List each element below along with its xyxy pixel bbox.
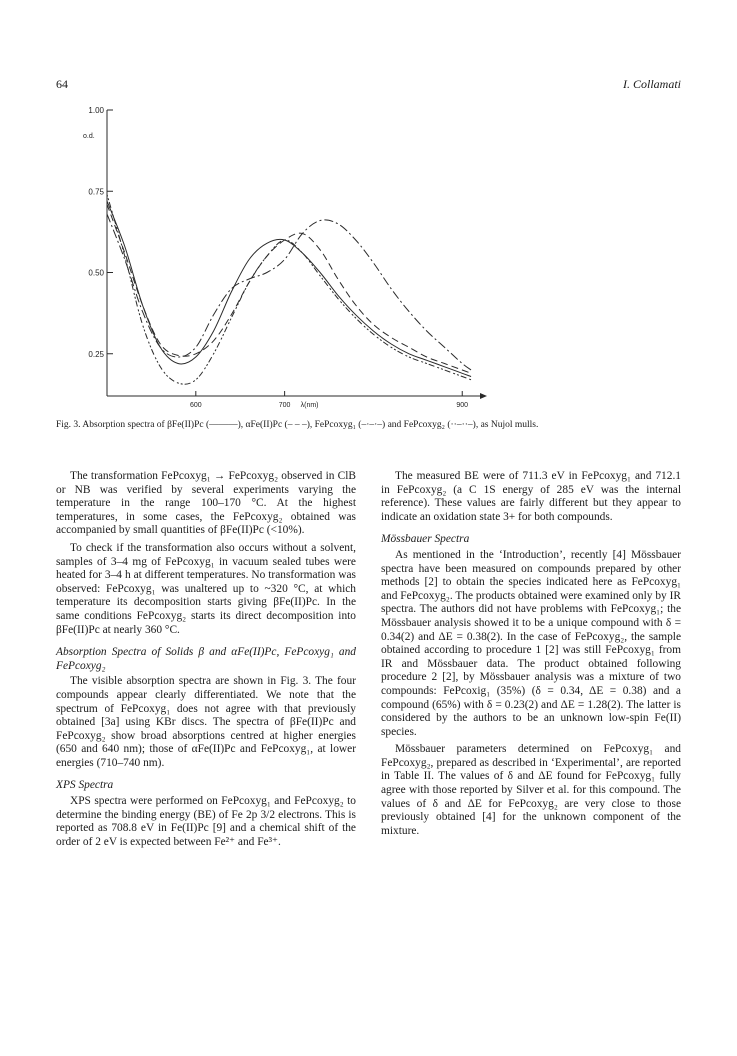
right-paragraph-2: As mentioned in the ‘Introduction’, recently [4] Mössbauer spectra have been measured on compounds prepared by other methods [2] to obtain the species indicated here as FePcoxyg₁ and FePcoxyg₂. The products obtained were examined only by IR spectra. The authors did not have problems with FePcoxyg₁; the Mössbauer analysis showed it to be a unique compound with δ = 0.34(2) and ΔE = 0.38(2). In the case of FePcoxyg₂, the sample obtained according to procedure 1 [2] was still FePcoxyg₁ from IR and Mössbauer data. The product obtained following procedure 2 [2], by Mössbauer analysis was a mixture of two compounds: FePcoxig₁ (35%) (δ = 0.34, ΔE = 0.38) and a compound (65%) with δ = 0.23(2) and ΔE = 1.28(2). The latter is considered by the authors to be an unknown low-spin Fe(II) species. bbox=[381, 548, 681, 738]
section-heading-mossbauer: Mössbauer Spectra bbox=[381, 533, 470, 546]
y-tick-label: 1.00 bbox=[88, 106, 104, 115]
absorption-spectra-chart bbox=[50, 100, 690, 420]
chart-series bbox=[107, 195, 471, 385]
x-tick-label: 700 bbox=[278, 402, 291, 409]
x-tick-label: 900 bbox=[456, 402, 469, 409]
left-paragraph-4: XPS spectra were performed on FePcoxyg₁ and FePcoxyg₂ to determine the binding energy (BE) of Fe 2p 3/2 electrons. This is reported as 708.8 eV in Fe(II)Pc [9] and a chemical shift of the order of 2 eV is expected between Fe²⁺ and Fe³⁺. bbox=[56, 795, 356, 848]
chart-ticks bbox=[83, 106, 468, 409]
figure-caption: Fig. 3. Absorption spectra of βFe(II)Pc (———), αFe(II)Pc (– – –), FePcoxyg₁ (–·–·–) and FePcoxyg₂ (··–··–), as Nujol mulls. bbox=[56, 420, 539, 430]
left-paragraph-1: The transformation FePcoxyg₁ → FePcoxyg₂ observed in ClB or NB was verified by several experiments varying the temperature in the range 100–170 °C. At the highest temperatures, in some cases, the FePcoxyg₂ obtained was accompanied by small quantities of βFe(II)Pc (<10%). bbox=[56, 470, 356, 537]
y-tick-label: 0.25 bbox=[88, 349, 104, 359]
y-axis-label: o.d. bbox=[83, 133, 95, 140]
left-paragraph-2: To check if the transformation also occurs without a solvent, samples of 3–4 mg of FePcoxyg₁ in vacuum sealed tubes were heated for 3–4 h at different temperatures. No transformation was observed: FePcoxyg₁ was unaltered up to ~320 °C, at which temperature its decomposition starts giving βFe(II)Pc. In the same conditions FePcoxyg₂ starts its direct decomposition into βFe(II)Pc at nearly 360 °C. bbox=[56, 541, 356, 636]
left-column bbox=[56, 470, 356, 853]
right-column bbox=[381, 470, 681, 842]
page-number: 64 bbox=[56, 77, 68, 91]
right-paragraph-1: The measured BE were of 711.3 eV in FePcoxyg₁ and 712.1 in FePcoxyg₂ (a C 1S energy of 285 eV was the internal reference). These values are fairly different but they appear to indicate an oxidation state 3+ for both compounds. bbox=[381, 470, 681, 523]
section-heading-xps: XPS Spectra bbox=[56, 779, 114, 792]
x-axis-arrow-icon bbox=[480, 393, 487, 399]
chart-axes bbox=[107, 110, 487, 399]
series-line-dash-dot bbox=[107, 214, 471, 370]
x-axis-label: λ(nm) bbox=[300, 402, 319, 409]
right-paragraph-3: Mössbauer parameters determined on FePcoxyg₁ and FePcoxyg₂, prepared as described in ‘Experimental’, are reported in Table II. The values of δ and ΔE found for FePcoxyg₁ fully agree with those reported by Silver et al. for this compound. The values of δ and ΔE for FePcoxyg₂ are very close to those previously obtained [4] for the unknown component of the mixture. bbox=[381, 743, 681, 837]
x-tick-label: 600 bbox=[189, 402, 202, 409]
left-paragraph-3: The visible absorption spectra are shown in Fig. 3. The four compounds appear clearly differentiated. We note that the spectrum of FePcoxyg₁ does not agree with that previously obtained [3a] using KBr discs. The spectra of βFe(II)Pc and FePcoxyg₂ show broad absorptions centred at higher energies (650 and 640 nm); those of αFe(II)Pc and FePcoxyg₁, at lower energies (710–740 nm). bbox=[56, 675, 356, 769]
running-head: I. Collamati bbox=[622, 77, 681, 91]
y-tick-label: 0.50 bbox=[88, 268, 104, 278]
series-line-solid bbox=[107, 201, 471, 377]
section-heading-absorption: Absorption Spectra of Solids β and αFe(II)Pc, FePcoxyg₁ and FePcoxyg₂ bbox=[56, 646, 356, 672]
series-line-dotted bbox=[107, 195, 471, 385]
y-tick-label: 0.75 bbox=[88, 187, 104, 197]
series-line-dashed bbox=[107, 204, 471, 373]
